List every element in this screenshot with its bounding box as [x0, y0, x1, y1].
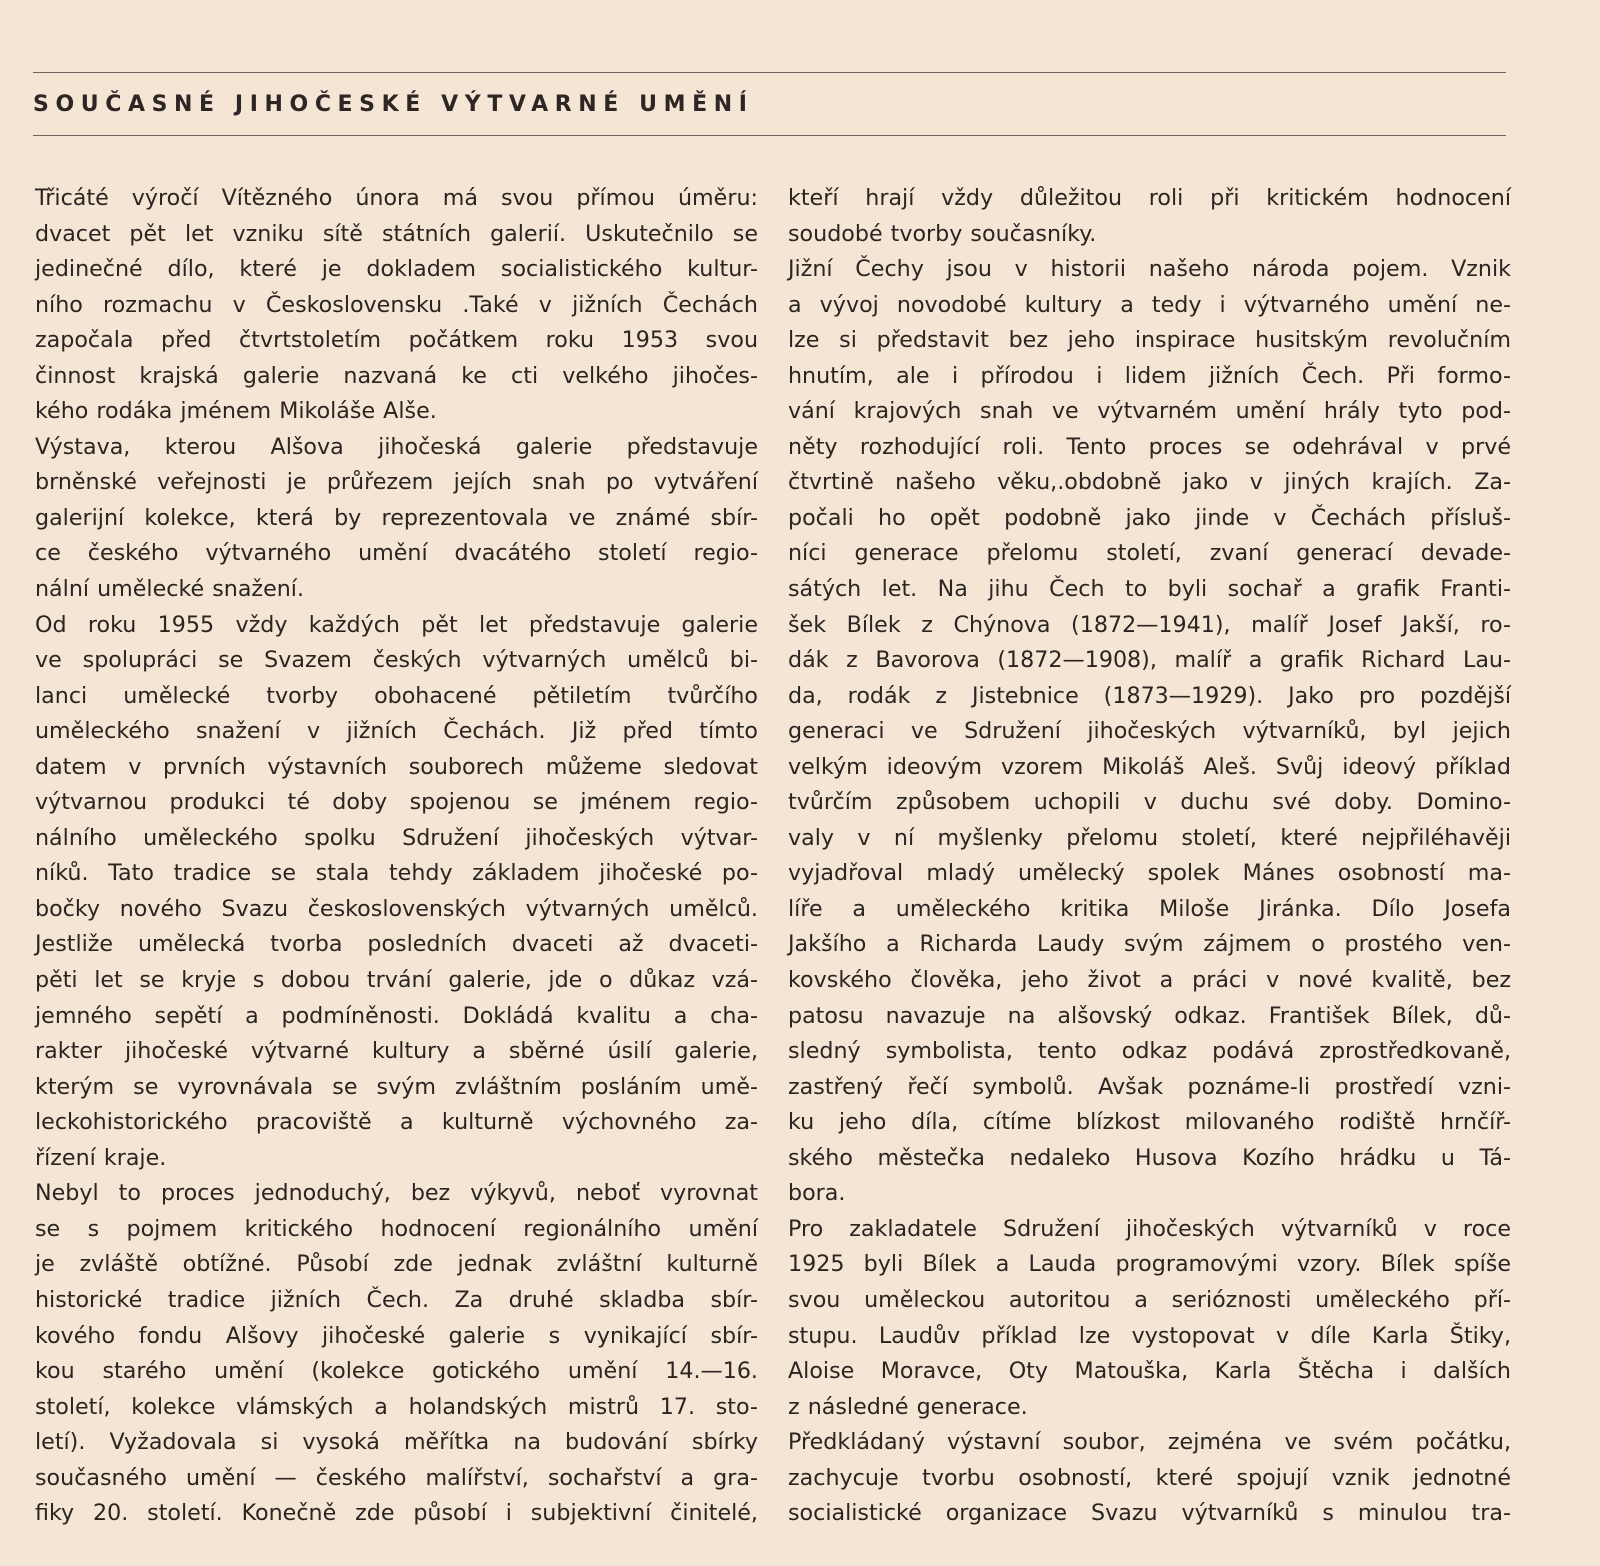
- text-line: kovského člověka, jeho život a práci v nové kvalitě, bez: [788, 967, 1511, 994]
- text-line: Třicáté výročí Vítězného února má svou přímou úměru:: [35, 185, 758, 211]
- text-line: Nebyl to proces jednoduchý, bez výkyvů, neboť vyrovnat: [35, 1180, 758, 1207]
- text-line: století, kolekce vlámských a holandských mistrů 17. sto-: [35, 1393, 758, 1420]
- text-line: současného umění — českého malířství, sochařství a gra-: [35, 1464, 758, 1491]
- text-line: rakter jihočeské výtvarné kultury a sběrné úsilí galerie,: [35, 1038, 758, 1065]
- text-line: Jižní Čechy jsou v historii našeho národa pojem. Vznik: [788, 256, 1511, 283]
- text-line: svou uměleckou autoritou a serióznosti uměleckého pří-: [788, 1286, 1511, 1313]
- text-line: patosu navazuje na alšovský odkaz. František Bílek, dů-: [788, 1002, 1511, 1029]
- text-line: ve spolupráci se Svazem českých výtvarných umělců bi-: [35, 647, 758, 674]
- text-line: Předkládaný výstavní soubor, zejména ve svém počátku,: [788, 1429, 1511, 1456]
- text-line: valy v ní myšlenky přelomu století, které nejpřiléhavěji: [788, 824, 1511, 851]
- text-line: nálního uměleckého spolku Sdružení jihočeských výtvar-: [35, 824, 758, 851]
- text-line: níků. Tato tradice se stala tehdy základem jihočeské po-: [35, 860, 758, 887]
- text-line: nální umělecké snažení.: [35, 576, 304, 603]
- text-line: kového fondu Alšovy jihočeské galerie s vynikající sbír-: [35, 1322, 758, 1349]
- text-line: lze si představit bez jeho inspirace husitským revolučním: [788, 327, 1511, 354]
- text-line: galerijní kolekce, která by reprezentovala ve známé sbír-: [35, 504, 758, 531]
- text-line: hnutím, ale i přírodou i lidem jižních Čech. Při formo-: [788, 362, 1511, 389]
- text-line: kého rodáka jménem Mikoláše Alše.: [35, 398, 437, 425]
- text-line: se s pojmem kritického hodnocení regionálního umění: [35, 1215, 758, 1242]
- text-line: uměleckého snažení v jižních Čechách. Již před tímto: [35, 718, 758, 745]
- text-line: bočky nového Svazu československých výtvarných umělců.: [35, 895, 758, 922]
- text-line: Od roku 1955 vždy každých pět let představuje galerie: [35, 611, 758, 638]
- text-line: datem v prvních výstavních souborech můžeme sledovat: [35, 753, 758, 780]
- text-line: líře a uměleckého kritika Miloše Jiránka. Dílo Josefa: [788, 895, 1511, 922]
- text-line: kteří hrají vždy důležitou roli při kritickém hodnocení: [788, 185, 1511, 211]
- text-line: počali ho opět podobně jako jinde v Čechách přísluš-: [788, 504, 1511, 531]
- text-line: něty rozhodující roli. Tento proces se odehrával v prvé: [788, 433, 1511, 460]
- text-line: ního rozmachu v Československu .Také v jižních Čechách: [35, 291, 758, 318]
- text-line: vyjadřoval mladý umělecký spolek Mánes osobností ma-: [788, 860, 1511, 887]
- text-line: jemného sepětí a podmíněnosti. Dokládá kvalitu a cha-: [35, 1002, 758, 1029]
- text-line: sledný symbolista, tento odkaz podává zprostředkovaně,: [788, 1038, 1511, 1065]
- text-line: ce českého výtvarného umění dvacátého století regio-: [35, 540, 758, 567]
- text-line: brněnské veřejnosti je průřezem jejích snah po vytváření: [35, 469, 758, 496]
- text-line: Jestliže umělecká tvorba posledních dvaceti až dvaceti-: [35, 931, 758, 958]
- text-line: soudobé tvorby současníky.: [788, 220, 1097, 247]
- text-line: leckohistorického pracoviště a kulturně výchovného za-: [35, 1109, 758, 1136]
- left-text-column: [35, 181, 758, 1532]
- text-line: řízení kraje.: [35, 1144, 167, 1171]
- text-line: da, rodák z Jistebnice (1873—1929). Jako pro pozdější: [788, 682, 1511, 709]
- text-line: započala před čtvrtstoletím počátkem roku 1953 svou: [35, 327, 758, 354]
- text-line: ského městečka nedaleko Husova Kozího hrádku u Tá-: [788, 1144, 1511, 1171]
- text-line: čtvrtině našeho věku,.obdobně jako v jiných krajích. Za-: [788, 469, 1511, 496]
- text-line: generaci ve Sdružení jihočeských výtvarníků, byl jejich: [788, 718, 1511, 745]
- text-line: dák z Bavorova (1872—1908), malíř a grafik Richard Lau-: [788, 647, 1511, 674]
- text-line: zastřený řečí symbolů. Avšak poznáme-li prostředí vzni-: [788, 1073, 1511, 1100]
- text-line: šek Bílek z Chýnova (1872—1941), malíř Josef Jakší, ro-: [788, 611, 1511, 638]
- text-line: a vývoj novodobé kultury a tedy i výtvarného umění ne-: [788, 291, 1511, 318]
- right-text-column: [788, 181, 1511, 1532]
- text-line: stupu. Laudův příklad lze vystopovat v díle Karla Štiky,: [788, 1322, 1511, 1349]
- text-line: Aloise Moravce, Oty Matouška, Karla Štěcha i dalších: [788, 1358, 1511, 1385]
- text-line: Výstava, kterou Alšova jihočeská galerie představuje: [35, 433, 758, 460]
- text-line: letí). Vyžadovala si vysoká měřítka na budování sbírky: [35, 1429, 758, 1456]
- text-line: tvůrčím způsobem uchopili v duchu své doby. Domino-: [788, 789, 1511, 816]
- text-line: fiky 20. století. Konečně zde působí i subjektivní činitelé,: [35, 1500, 758, 1527]
- text-line: vání krajových snah ve výtvarném umění hrály tyto pod-: [788, 398, 1511, 425]
- text-line: dvacet pět let vzniku sítě státních galerií. Uskutečnilo se: [35, 220, 758, 247]
- text-line: lanci umělecké tvorby obohacené pětiletím tvůrčího: [35, 682, 758, 709]
- text-line: kterým se vyrovnávala se svým zvláštním posláním umě-: [35, 1073, 758, 1100]
- text-line: zachycuje tvorbu osobností, které spojují vznik jednotné: [788, 1464, 1511, 1491]
- text-line: z následné generace.: [788, 1393, 1028, 1420]
- text-line: níci generace přelomu století, zvaní generací devade-: [788, 540, 1511, 567]
- article-title: SOUČASNÉ JIHOČESKÉ VÝTVARNÉ UMĚNÍ: [33, 92, 754, 117]
- text-line: výtvarnou produkci té doby spojenou se jménem regio-: [35, 789, 758, 816]
- text-line: Pro zakladatele Sdružení jihočeských výtvarníků v roce: [788, 1215, 1511, 1242]
- text-line: Jakšího a Richarda Laudy svým zájmem o prostého ven-: [788, 931, 1511, 958]
- text-line: je zvláště obtížné. Působí zde jednak zvláštní kulturně: [35, 1251, 758, 1278]
- bottom-rule: [33, 135, 1506, 136]
- text-line: bora.: [788, 1180, 846, 1207]
- text-line: pěti let se kryje s dobou trvání galerie, jde o důkaz vzá-: [35, 967, 758, 994]
- text-line: velkým ideovým vzorem Mikoláš Aleš. Svůj ideový příklad: [788, 753, 1511, 780]
- text-line: kou starého umění (kolekce gotického umění 14.—16.: [35, 1358, 758, 1385]
- text-line: jedinečné dílo, které je dokladem socialistického kultur-: [35, 256, 758, 283]
- top-rule: [33, 72, 1506, 73]
- text-line: socialistické organizace Svazu výtvarníků s minulou tra-: [788, 1500, 1511, 1527]
- text-line: 1925 byli Bílek a Lauda programovými vzory. Bílek spíše: [788, 1251, 1511, 1278]
- text-line: historické tradice jižních Čech. Za druhé skladba sbír-: [35, 1286, 758, 1313]
- text-line: sátých let. Na jihu Čech to byli sochař a grafik Franti-: [788, 576, 1511, 603]
- text-line: ku jeho díla, cítíme blízkost milovaného rodiště hrnčíř-: [788, 1109, 1511, 1136]
- text-line: činnost krajská galerie nazvaná ke cti velkého jihočes-: [35, 362, 758, 389]
